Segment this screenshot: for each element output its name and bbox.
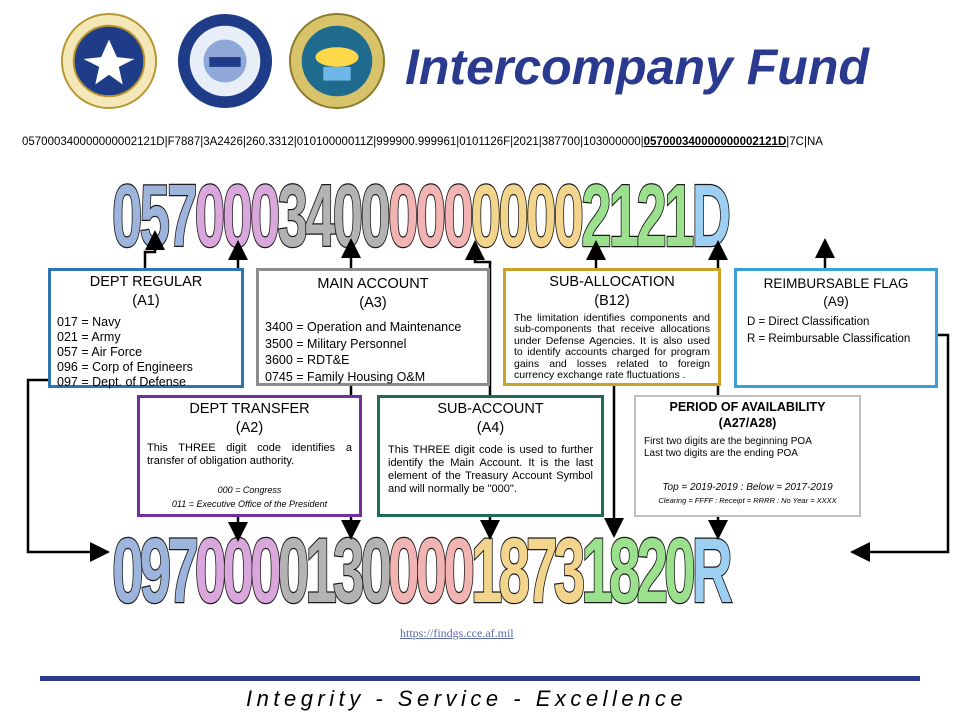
code-digit: 0 — [332, 168, 364, 254]
findgs-link[interactable]: https://findgs.cce.af.mil — [400, 626, 514, 640]
code-digit: 0 — [250, 520, 282, 610]
sub-allocation-box — [503, 268, 721, 386]
code-digit: 0 — [360, 168, 391, 254]
dept-transfer-heading: DEPT TRANSFER — [189, 401, 310, 417]
code-digit: 0 — [222, 520, 255, 610]
main-account-code: (A3) — [359, 294, 387, 311]
loa-highlight: 057000340000000002121D — [643, 136, 787, 148]
code-digit: 8 — [608, 520, 641, 610]
sub-account-code: (A4) — [476, 419, 505, 436]
code-digit: 2 — [636, 520, 669, 610]
period-of-availability-legend: Clearing = FFFF : Receipt = RRRR : No Year = XXXX — [658, 495, 837, 505]
period-of-availability-box — [634, 395, 861, 517]
code-digit: 0 — [443, 168, 474, 254]
main-account-heading: MAIN ACCOUNT — [317, 276, 429, 292]
sub-allocation-heading: SUB-ALLOCATION — [549, 274, 675, 290]
seal-deams-icon — [288, 12, 386, 110]
code-digit: 0 — [360, 520, 393, 610]
period-of-availability-line: Last two digits are the ending POA — [644, 447, 798, 459]
main-account-line: 3400 = Operation and Maintenance — [265, 319, 462, 334]
code-digit: 0 — [470, 168, 502, 254]
dept-transfer-code: (A2) — [235, 419, 264, 436]
reimbursable-flag-line: R = Reimbursable Classification — [747, 332, 911, 345]
code-digit: 1 — [581, 520, 613, 610]
dept-regular-line: 021 = Army — [57, 329, 121, 344]
code-digit: 0 — [526, 168, 557, 254]
code-digit: 7 — [167, 168, 198, 254]
dept-regular-code: (A1) — [132, 292, 160, 309]
bottom-fund-code — [0, 520, 960, 610]
reimbursable-flag-heading: REIMBURSABLE FLAG — [763, 276, 909, 291]
main-account-box — [256, 268, 490, 386]
sub-allocation-text: The limitation identifies components and sub-components that receive allocations under Defense Agencies. It is also used to identify accounts charged for program gains and losses related to foreign currency exchange rate fluctuations . — [514, 311, 710, 382]
code-digit: 0 — [664, 520, 696, 610]
dept-transfer-note: 011 = Executive Office of the President — [171, 499, 328, 509]
code-digit: 1 — [608, 168, 640, 254]
top-fund-code — [0, 168, 960, 254]
reimbursable-flag-line: D = Direct Classification — [747, 316, 870, 329]
code-digit: 8 — [498, 520, 531, 610]
dept-regular-heading: DEPT REGULAR — [89, 274, 203, 290]
code-digit: 0 — [415, 168, 446, 254]
code-digit: 7 — [526, 520, 558, 610]
period-of-availability-code: (A27/A28) — [718, 416, 777, 431]
dept-regular-line: 017 = Navy — [57, 314, 121, 329]
reimbursable-flag-box — [734, 268, 938, 388]
footer-divider — [40, 676, 920, 681]
dept-regular-box — [48, 268, 244, 388]
sub-account-text: This THREE digit code is used to further identify the Main Account. It is the last element of the Treasury Account Symbol and will normally be "000". — [388, 443, 593, 496]
code-digit: 3 — [553, 520, 586, 610]
main-account-line: 0745 = Family Housing O&M — [265, 370, 426, 385]
sub-allocation-code: (B12) — [594, 292, 630, 309]
sub-account-box — [377, 395, 604, 517]
dept-transfer-text: This THREE digit code identifies a transfer of obligation authority. — [147, 441, 352, 467]
seal-department-of-the-air-force-icon — [60, 12, 158, 110]
loa-prefix: 057000340000000002121D|F7887|3A2426|260.3312|01010000011Z|999900.999961|0101126F|2021|387700|103000000| — [22, 136, 644, 148]
code-digit: 1 — [305, 520, 337, 610]
code-digit: 3 — [277, 168, 308, 254]
line-of-accounting-string — [22, 136, 823, 148]
seal-afaoc-icon — [176, 12, 274, 110]
dept-regular-line: 057 = Air Force — [57, 344, 143, 359]
code-digit: 0 — [112, 520, 144, 610]
reimbursable-flag-code: (A9) — [823, 293, 849, 309]
page-title: Intercompany Fund — [405, 39, 869, 95]
period-of-availability-note: Top = 2019-2019 : Below = 2017-2019 — [662, 481, 833, 493]
code-digit: 7 — [167, 520, 199, 610]
dept-regular-line: 096 = Corp of Engineers — [57, 359, 193, 374]
main-account-line: 3500 = Military Personnel — [265, 336, 407, 351]
period-of-availability-line: First two digits are the beginning POA — [644, 435, 812, 447]
code-digit: 0 — [553, 168, 584, 254]
dept-transfer-box — [137, 395, 362, 517]
code-digit: 0 — [222, 168, 253, 254]
code-digit: 0 — [415, 520, 448, 610]
code-digit: 0 — [388, 168, 419, 254]
sub-account-heading: SUB-ACCOUNT — [437, 401, 544, 417]
code-digit: 1 — [470, 520, 503, 610]
code-digit: 0 — [112, 168, 143, 254]
dept-regular-line: 097 = Dept. of Defense — [57, 374, 186, 389]
code-digit: R — [691, 520, 733, 610]
code-digit: 0 — [498, 168, 529, 254]
code-digit: 0 — [250, 168, 281, 254]
loa-suffix: |7C|NA — [786, 136, 823, 148]
footer-motto: Integrity - Service - Excellence — [246, 686, 688, 711]
code-digit: 3 — [332, 520, 365, 610]
code-digit: 0 — [277, 520, 310, 610]
code-digit: 0 — [194, 520, 227, 610]
code-digit: 2 — [636, 168, 667, 254]
code-digit: D — [691, 168, 732, 254]
code-digit: 5 — [139, 168, 170, 254]
code-digit: 1 — [664, 168, 695, 254]
code-digit: 0 — [388, 520, 420, 610]
code-digit: 2 — [581, 168, 612, 254]
code-digit: 0 — [194, 168, 226, 254]
code-digit: 0 — [443, 520, 475, 610]
period-of-availability-heading: PERIOD OF AVAILABILITY — [669, 400, 826, 414]
dept-transfer-note: 000 = Congress — [217, 485, 282, 496]
code-digit: 4 — [305, 168, 336, 254]
main-account-line: 3600 = RDT&E — [265, 353, 350, 368]
code-digit: 9 — [139, 520, 172, 610]
